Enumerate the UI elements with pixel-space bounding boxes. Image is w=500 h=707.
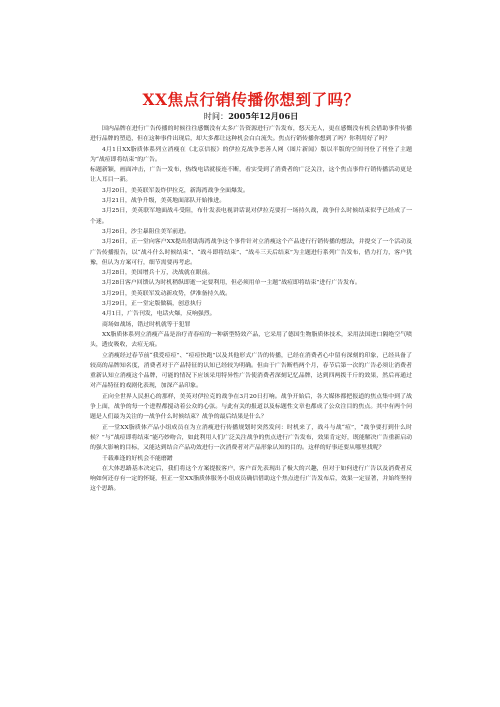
- date-label: 时间：: [203, 111, 229, 121]
- body-paragraph: 正一堂XX脂质体产品小组成员在为立消瘦进行传播规划时突然发问：时机来了，战斗与战“痘”，“战争要打到什么时候？”与“战痘即将结束”能巧妙吻合，如此利用人们广泛关注战争的焦点进行广告发布，效果肯定好，既能解决广告重新启动的强大影响的目标，又能达到结合产品功效进行一次消费者对产品形象认知的目的。这样的好事还要从哪里找呢？: [90, 424, 412, 452]
- body-paragraph: 3月20日，美英联军轰炸伊拉克，新海湾战争全面爆发。: [102, 187, 249, 194]
- body-paragraph: 国内品牌在进行广告传播的时候往往感慨没有太多广告资源进行广告发布，悠天无人，更在感慨没有机会借助事件传播进行品牌的塑造，但在这种事件出现后，却大多都让这种机会白白流失。焦点行销传播你想到了吗？你利用好了吗？: [90, 126, 412, 143]
- body-paragraph: 3月29日，美英联军发动新攻势，伊准备持久战。: [102, 290, 232, 297]
- document-body: [90, 124, 412, 495]
- body-paragraph: 3月25日，美英联军地面战斗受阻，布什发表电视讲话说对伊拉克要打一场持久战，战争什么时候结束似乎已经成了一个迷。: [90, 208, 412, 225]
- body-paragraph: 立消瘦经过春节前“我爱痘痘”、“痘痘快跑”以及其他形式广告的传播，已经在消费者心中留有深刻的印象，已经具备了较高的品牌知名度，消费者对于产品特征的认知已经较为明确。但由于广告断档两个月，春节后第一次的广告必须让消费者重新认知立消瘦这个品牌，可能的情况下应该采用特异性广告使消费者深刻记忆品牌，达到四两拨千斤的效果，然后再通过对产品特征的戏剧化表现，加深产品印象。: [90, 352, 412, 390]
- body-paragraph: XX脂质体系列立消瘦产品是治疗青春痘的一种新型特效产品，它采用了德国生物脂质体技术，采用法国进口隔绝空气喷头，透皮吸收，去痘无痕。: [90, 331, 412, 349]
- body-paragraph: 4月1日XX脂质体系列立消瘦在《北京信报》的伊拉克战争恶善人网（图片新闻）版以半版的空间刊登了刊登了主题为“战痘即将结束”的广告。: [90, 146, 412, 163]
- body-paragraph: 3月28日客户回馈认为时机稍纵即逝一定要利用，但必须用单一主题“战痘即将结束”进行广告发布。: [102, 280, 361, 287]
- body-paragraph: 千载难逢的好机会不能磨蹭: [102, 455, 173, 462]
- body-paragraph: 3月26日，沙尘暴阻住美军前进。: [102, 228, 190, 235]
- document-date: [90, 110, 412, 122]
- body-paragraph: 3月29日，正一堂定版做稿，创意执行: [102, 301, 202, 308]
- document-page: [90, 90, 412, 495]
- body-paragraph: 3月28日，美国增兵十万，决战就在眼前。: [102, 270, 214, 277]
- body-paragraph: 正向全世界人民担心的那样，美英对伊拉克的战争在3月20日打响。战争开始后，各大媒体都把报道的焦点集中到了战争上面，战争的每一个进程都搅动着公众的心弦。与此有关的报道以及标题性文章也都成了公众注目的焦点。其中有两个问题是人们最为关注的一战争什么时候结束？战争的最后结果是什么？: [90, 393, 412, 421]
- date-value: 2005年12月06日: [228, 111, 299, 121]
- body-paragraph: 4月1日，广告刊发，电话火爆，反响强烈。: [102, 311, 216, 318]
- body-paragraph: 商场如战场，错过时机就等于犯罪: [102, 321, 191, 328]
- body-paragraph: 标题新颖，画面冲击，广告一发布，热线电话就接连不断，看实受到了消费者的广泛关注，这个焦点事件行销传播活动更是让人耳目一新。: [90, 167, 412, 184]
- body-paragraph: 3月21日，战争升级，美英地面部队开始推进。: [102, 198, 226, 205]
- document-title: XX焦点行销传播你想到了吗？: [142, 90, 360, 109]
- body-paragraph: 在大体思路基本决定后，我们将这个方案提报客户，客户首先表现出了极大的兴趣，但对于如何进行广告以及消费者反响如何还存有一定的怀疑，但正一堂XX脂质体服务小组成员确信借助这个焦点进行广告发布后，效果一定显著，并始终坚持这个思路。: [90, 465, 412, 493]
- body-paragraph: 3月26日，正一堂向客户XX提出借助海湾战争这个事件针对立消瘦这个产品进行行销传播的想法，并提交了一个活动及广告传播报告，以“战斗什么时候结束”、“战斗即将结束”、“战斗三天后结束”为主题进行系列广告发布，借力打力，客户犹豫，但认为方案可行，细节需要再考虑。: [90, 239, 412, 266]
